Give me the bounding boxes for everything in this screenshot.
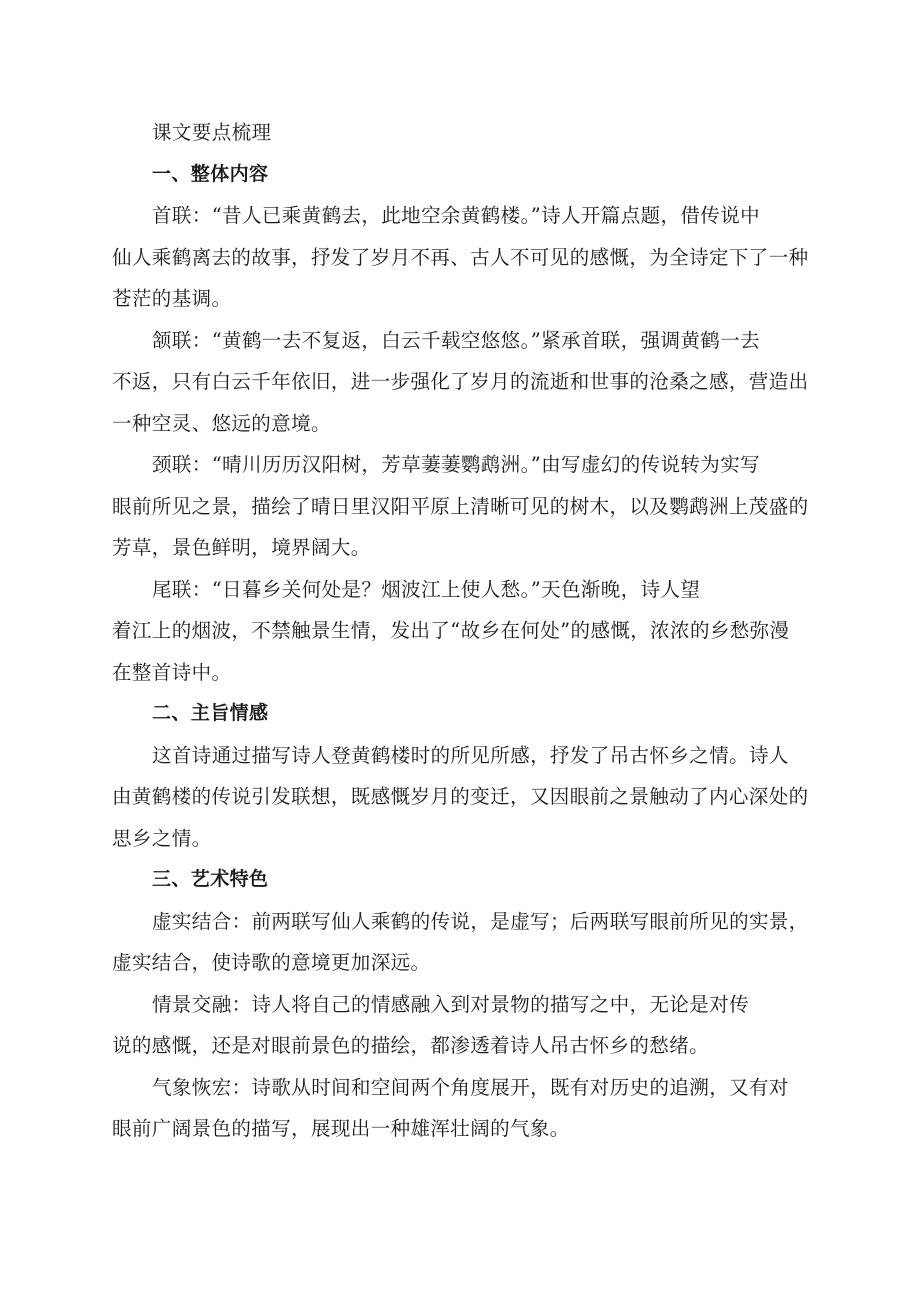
doc-title: 课文要点梳理 — [152, 121, 272, 144]
paragraph-line: 气象恢宏：诗歌从时间和空间两个角度展开，既有对历史的追溯，又有对 — [152, 1075, 789, 1099]
paragraph-line: 着江上的烟波，不禁触景生情，发出了“故乡在何处”的感慨，浓浓的乡愁弥漫 — [112, 619, 790, 642]
paragraph-line: 芳草，景色鲜明，境界阔大。 — [112, 536, 371, 559]
paragraph-line: 思乡之情。 — [112, 826, 212, 850]
paragraph-line: 虚实结合：前两联写仙人乘鹤的传说，是虚写；后两联写眼前所见的实景， — [152, 909, 809, 933]
section-heading: 三、艺术特色 — [152, 868, 269, 890]
paragraph-line: 颈联：“晴川历历汉阳树，芳草萋萋鹦鹉洲。”由写虚幻的传说转为实写 — [152, 453, 760, 476]
paragraph-line: 颔联：“黄鹤一去不复返，白云千载空悠悠。”紧承首联，强调黄鹤一去 — [152, 328, 760, 352]
paragraph-line: 虚实结合，使诗歌的意境更加深远。 — [112, 951, 431, 974]
section-heading: 一、整体内容 — [152, 162, 269, 185]
paragraph-line: 在整首诗中。 — [112, 660, 232, 684]
paragraph-line: 不返，只有白云千年依旧，进一步强化了岁月的流逝和世事的沧桑之感，营造出 — [112, 370, 809, 393]
paragraph-line: 这首诗通过描写诗人登黄鹤楼时的所见所感，抒发了吊古怀乡之情。诗人 — [152, 743, 789, 767]
paragraph-line: 一种空灵、悠远的意境。 — [112, 411, 331, 435]
paragraph-line: 苍茫的基调。 — [112, 287, 232, 310]
paragraph-line: 仙人乘鹤离去的故事，抒发了岁月不再、古人不可见的感慨，为全诗定下了一种 — [112, 245, 809, 269]
paragraph-line: 首联：“昔人已乘黄鹤去，此地空余黄鹤楼。”诗人开篇点题，借传说中 — [152, 204, 760, 227]
paragraph-line: 情景交融：诗人将自己的情感融入到对景物的描写之中，无论是对传 — [152, 992, 750, 1016]
document-page — [112, 112, 809, 1150]
paragraph-line: 由黄鹤楼的传说引发联想，既感慨岁月的变迁，又因眼前之景触动了内心深处的 — [112, 785, 809, 808]
paragraph-line: 眼前所见之景，描绘了晴日里汉阳平原上清晰可见的树木，以及鹦鹉洲上茂盛的 — [112, 494, 809, 518]
paragraph-line: 眼前广阔景色的描写，展现出一种雄浑壮阔的气象。 — [112, 1117, 570, 1140]
section-heading: 二、主旨情感 — [152, 702, 269, 724]
paragraph-line: 说的感慨，还是对眼前景色的描绘，都渗透着诗人吊古怀乡的愁绪。 — [112, 1034, 710, 1057]
paragraph-line: 尾联：“日暮乡关何处是？烟波江上使人愁。”天色渐晚，诗人望 — [152, 577, 701, 601]
